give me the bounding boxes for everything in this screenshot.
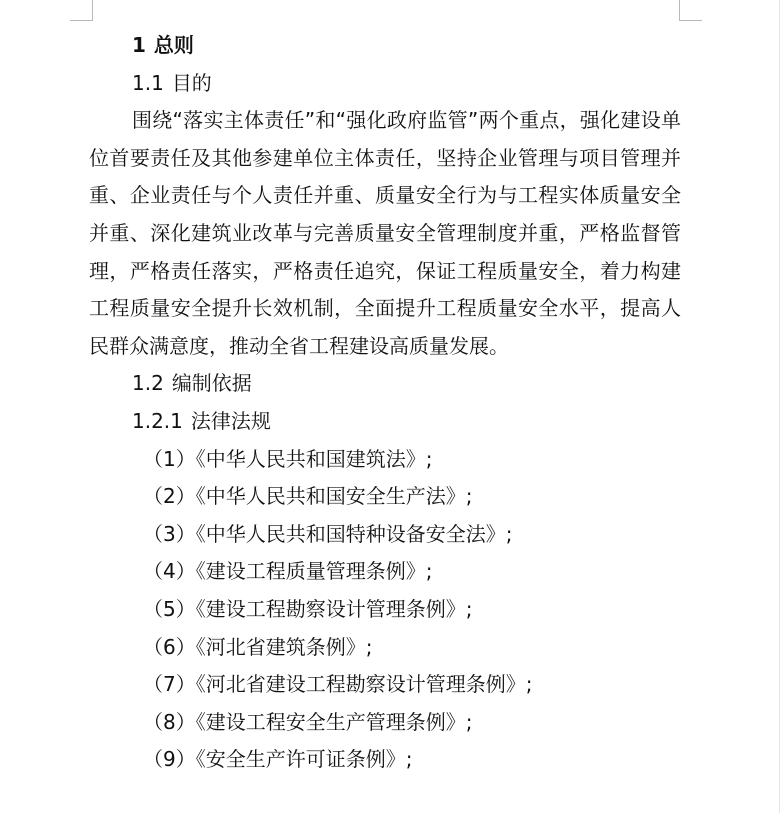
list-item: （7）《河北省建设工程勘察设计管理条例》;	[143, 672, 533, 697]
list-item: （4）《建设工程质量管理条例》;	[143, 559, 433, 584]
purpose-heading	[89, 65, 681, 103]
basis-heading	[89, 365, 681, 403]
laws-title: 法律法规	[190, 408, 271, 433]
laws-list	[89, 441, 681, 779]
laws-heading	[89, 403, 681, 441]
list-item: （9）《安全生产许可证条例》;	[143, 747, 413, 772]
section-heading	[89, 27, 681, 65]
page-corner-mark-left	[70, 0, 93, 21]
list-item: （5）《建设工程勘察设计管理条例》;	[143, 596, 473, 621]
purpose-paragraph: 围绕“落实主体责任”和“强化政府监管”两个重点，强化建设单位首要责任及其他参建单位主体责任，坚持企业管理与项目管理并重、企业责任与个人责任并重、质量安全行为与工程实体质量安全并重、深化建筑业改革与完善质量安全管理制度并重，严格监督管理，严格责任落实，严格责任追究，保证工程质量安全，着力构建工程质量安全提升长效机制，全面提升工程质量安全水平，提高人民群众满意度，推动全省工程建设高质量发展。	[89, 108, 681, 358]
list-item: （6）《河北省建筑条例》;	[143, 634, 373, 659]
purpose-title: 目的	[171, 70, 212, 95]
document-body	[89, 27, 681, 779]
section-title: 总则	[153, 33, 194, 57]
purpose-number: 1.1	[132, 70, 164, 95]
list-item: （8）《建设工程安全生产管理条例》;	[143, 709, 473, 734]
laws-number: 1.2.1	[132, 408, 183, 433]
list-item: （2）《中华人民共和国安全生产法》;	[143, 484, 473, 509]
basis-number: 1.2	[132, 371, 164, 396]
page-corner-mark-right	[679, 0, 702, 21]
list-item: （1）《中华人民共和国建筑法》;	[143, 446, 433, 471]
section-number: 1	[132, 33, 146, 57]
list-item: （3）《中华人民共和国特种设备安全法》;	[143, 521, 513, 546]
basis-title: 编制依据	[171, 371, 252, 396]
